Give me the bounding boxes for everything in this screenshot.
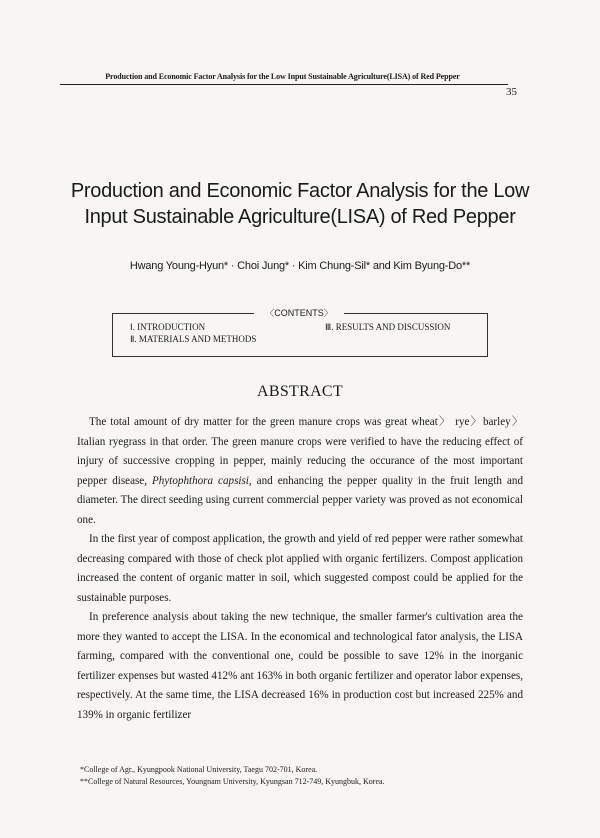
title-line-1: Production and Economic Factor Analysis for the Low (70, 180, 530, 202)
footnotes (80, 764, 520, 788)
abstract-p1-text-a: The total amount of dry matter for the green manure crops was great wheat〉 rye〉barley〉Italian ryegrass in that order. The green manure crops were verified to have the reducing effect of injury of successive cropping in pepper, mainly reducing the occurance of the most important pepper disease, (77, 416, 523, 487)
abstract-paragraph-1 (77, 413, 523, 530)
abstract-paragraph-2: In the first year of compost application, the growth and yield of red pepper were rather somewhat decreasing compared with those of check plot applied with organic fertilizers. Compost application increased the content of organic matter in soil, which suggested compost could be applied for the sustainable purposes. (77, 533, 523, 604)
abstract-heading: ABSTRACT (257, 383, 343, 400)
title-line-2: Input Sustainable Agriculture(LISA) of Red Pepper (84, 206, 516, 228)
abstract-p1-species: Phytophthora capsisi, (152, 474, 252, 487)
header-rule (60, 84, 508, 85)
paper-title (40, 178, 560, 230)
abstract-paragraph-3: In preference analysis about taking the new technique, the smaller farmer's cultivation area the more they wanted to accept the LISA. In the economical and technological fator analysis, the LISA farming, compared with the conventional one, could be possible to save 12% in the inorganic fertilizer expenses but wasted 412% ant 163% in both organic fertilizer and operator labor expenses, respectively. At the same time, the LISA decreased 16% in production cost but increased 225% and 139% in organic fertilizer (77, 611, 523, 721)
toc-item-introduction: Ⅰ. INTRODUCTION (130, 322, 206, 332)
contents-box-top-rule-right (344, 313, 487, 314)
page-number: 35 (506, 86, 517, 98)
toc-item-materials-methods: Ⅱ. MATERIALS AND METHODS (130, 334, 257, 344)
contents-box-top-rule-left (112, 313, 254, 314)
abstract-p1-text-b: and enhancing the pepper quality in the fruit length and diameter. The direct seeding using current commercial pepper variety was proved as not economical one. (77, 474, 524, 526)
running-header: Production and Economic Factor Analysis for the Low Input Sustainable Agriculture(LISA) of Red Pepper (105, 72, 460, 81)
footnote-1: *College of Agr., Kyungpook National University, Taegu 702-701, Korea. (80, 765, 318, 774)
footnote-2: **College of Natural Resources, Youngnam University, Kyungsan 712-749, Kyungbuk, Korea. (80, 777, 385, 786)
contents-label: 〈CONTENTS〉 (265, 308, 333, 318)
author-list: Hwang Young-Hyun* · Choi Jung* · Kim Chung-Sil* and Kim Byung-Do** (129, 260, 471, 272)
toc-item-results-discussion: Ⅲ. RESULTS AND DISCUSSION (325, 322, 451, 332)
abstract-body (77, 413, 523, 725)
